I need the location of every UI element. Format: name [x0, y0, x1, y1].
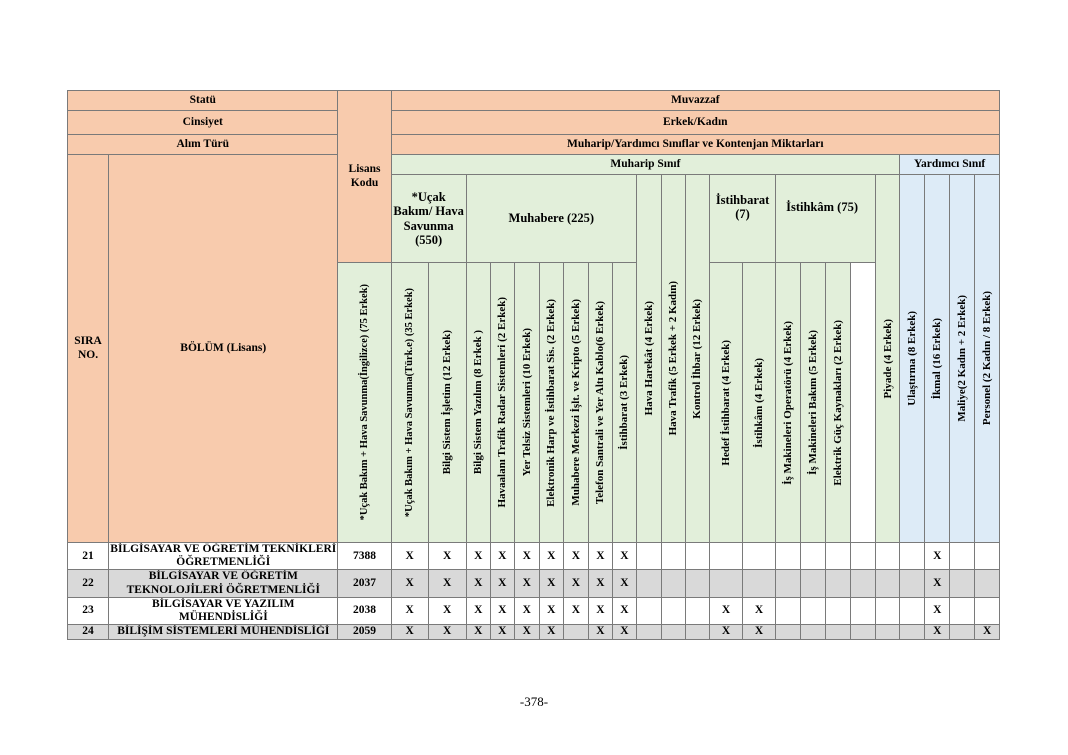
yardimci-sinif-header: Yardımcı Sınıf	[900, 155, 1000, 175]
row-quota-cell	[851, 597, 876, 624]
row-quota-cell	[776, 543, 801, 570]
row-quota-cell: X	[466, 597, 490, 624]
col-header-istihbarat: İstihbarat (3 Erkek)	[612, 263, 636, 543]
table-row	[68, 597, 1000, 624]
row-quota-cell: X	[975, 625, 1000, 639]
row-quota-cell	[636, 625, 661, 639]
row-quota-cell: X	[391, 570, 428, 597]
row-quota-cell: X	[710, 625, 743, 639]
row-quota-cell: X	[588, 543, 612, 570]
col-header-ikmal: İkmal (16 Erkek)	[925, 175, 950, 543]
row-quota-cell: X	[588, 597, 612, 624]
row-quota-cell: X	[588, 625, 612, 639]
row-quota-cell: X	[466, 570, 490, 597]
table-row	[68, 543, 1000, 570]
lisans-kodu-header: Lisans Kodu	[338, 91, 391, 263]
row-quota-cell	[826, 597, 851, 624]
statu-value: Muvazzaf	[391, 91, 999, 111]
row-quota-cell	[851, 570, 876, 597]
col-header-ucak-bakim-turkce: *Uçak Bakım + Hava Savunma(Türk.e) (35 Erkek)	[391, 263, 428, 543]
row-quota-cell: X	[490, 625, 514, 639]
row-quota-cell: X	[391, 543, 428, 570]
row-quota-cell	[710, 570, 743, 597]
row-quota-cell	[801, 570, 826, 597]
col-header-telefon-santrali: Telefon Santrali ve Yer Altı Kablo(6 Erkek)	[588, 263, 612, 543]
col-header-hedef-istihbarat: Hedef İstihbarat (4 Erkek)	[710, 263, 743, 543]
col-header-istihkam: İstihkâm (4 Erkek)	[743, 263, 776, 543]
row-quota-cell	[851, 625, 876, 639]
row-quota-cell: X	[612, 625, 636, 639]
row-quota-cell: X	[490, 570, 514, 597]
row-quota-cell	[900, 625, 925, 639]
row-quota-cell: X	[925, 570, 950, 597]
row-quota-cell: X	[743, 597, 776, 624]
row-quota-cell	[876, 625, 900, 639]
statu-label: Statü	[68, 91, 338, 111]
col-header-havaalani-trafik-radar: Havaalanı Trafik Radar Sistemleri (2 Erkek)	[490, 263, 514, 543]
cinsiyet-label: Cinsiyet	[68, 111, 338, 135]
muhabere-group-header: Muhabere (225)	[466, 175, 636, 263]
col-header-ulastirma: Ulaştırma (8 Erkek)	[900, 175, 925, 543]
col-header-muhabere-merkezi: Muhabere Merkezi İşlt. ve Kripto (5 Erkek)	[563, 263, 588, 543]
row-quota-cell: X	[743, 625, 776, 639]
alim-turu-value: Muharip/Yardımcı Sınıflar ve Kontenjan Miktarları	[391, 135, 999, 155]
row-quota-cell: X	[514, 625, 539, 639]
col-header-bilgi-sistem-isletim: Bilgi Sistem İşletim (12 Erkek)	[428, 263, 466, 543]
row-quota-cell	[685, 625, 709, 639]
row-quota-cell	[801, 543, 826, 570]
row-quota-cell	[975, 570, 1000, 597]
table-row	[68, 625, 1000, 639]
col-header-kontrol-ihbar: Kontrol İhbar (12 Erkek)	[685, 175, 709, 543]
row-quota-cell: X	[391, 597, 428, 624]
row-quota-cell: X	[925, 543, 950, 570]
col-header-maliye: Maliye(2 Kadın + 2 Erkek)	[950, 175, 975, 543]
page-number: -378-	[519, 694, 549, 709]
col-header-elektrik-guc: Elektrik Güç Kaynakları (2 Erkek)	[826, 263, 851, 543]
row-quota-cell: X	[539, 625, 563, 639]
row-quota-cell	[950, 625, 975, 639]
row-quota-cell	[876, 543, 900, 570]
col-header-ucak-bakim-ingilizce: *Uçak Bakım + Hava Savunma(İngilizce) (75 Erkek)	[338, 263, 391, 543]
row-quota-cell	[876, 570, 900, 597]
col-header-yer-telsiz: Yer Telsiz Sistemleri (10 Erkek)	[514, 263, 539, 543]
row-quota-cell	[743, 543, 776, 570]
row-quota-cell	[950, 570, 975, 597]
row-quota-cell	[661, 625, 685, 639]
row-quota-cell: X	[490, 597, 514, 624]
row-quota-cell	[950, 543, 975, 570]
row-quota-cell: X	[428, 543, 466, 570]
row-quota-cell	[710, 543, 743, 570]
row-quota-cell	[826, 543, 851, 570]
row-sira-no: 24	[68, 625, 109, 639]
col-header-bilgi-sistem-yazilim: Bilgi Sistem Yazılım (8 Erkek )	[466, 263, 490, 543]
row-lisans-kodu: 2038	[338, 597, 391, 624]
row-quota-cell	[900, 543, 925, 570]
row-quota-cell	[851, 543, 876, 570]
row-bolum-name: BİLGİSAYAR VE YAZILIM MÜHENDİSLİĞİ	[109, 597, 338, 624]
alim-turu-label: Alım Türü	[68, 135, 338, 155]
row-quota-cell	[776, 597, 801, 624]
quota-table	[67, 90, 1000, 640]
row-quota-cell	[661, 597, 685, 624]
row-quota-cell	[801, 597, 826, 624]
row-quota-cell: X	[466, 625, 490, 639]
istihkam-group-header: İstihkâm (75)	[776, 175, 876, 263]
row-quota-cell: X	[710, 597, 743, 624]
row-quota-cell	[826, 570, 851, 597]
row-quota-cell: X	[612, 543, 636, 570]
row-quota-cell: X	[539, 570, 563, 597]
table-row	[68, 570, 1000, 597]
row-quota-cell	[826, 625, 851, 639]
row-quota-cell: X	[539, 597, 563, 624]
col-header-personel: Personel (2 Kadın / 8 Erkek)	[975, 175, 1000, 543]
row-quota-cell: X	[612, 597, 636, 624]
row-quota-cell	[661, 570, 685, 597]
row-quota-cell: X	[428, 570, 466, 597]
row-quota-cell	[900, 597, 925, 624]
cinsiyet-value: Erkek/Kadın	[391, 111, 999, 135]
row-quota-cell	[636, 597, 661, 624]
row-lisans-kodu: 2037	[338, 570, 391, 597]
col-header-hava-harekat: Hava Harekât (4 Erkek)	[636, 175, 661, 543]
row-quota-cell: X	[490, 543, 514, 570]
row-quota-cell: X	[588, 570, 612, 597]
row-quota-cell: X	[428, 625, 466, 639]
row-quota-cell: X	[514, 597, 539, 624]
row-quota-cell: X	[514, 570, 539, 597]
row-sira-no: 21	[68, 543, 109, 570]
row-bolum-name: BİLGİSAYAR VE ÖĞRETİM TEKNİKLERİ ÖĞRETMENLİĞİ	[110, 543, 337, 569]
row-quota-cell	[661, 543, 685, 570]
sira-no-header: SIRA NO.	[68, 155, 109, 543]
row-quota-cell	[636, 570, 661, 597]
row-quota-cell	[801, 625, 826, 639]
row-quota-cell	[975, 597, 1000, 624]
row-quota-cell	[636, 543, 661, 570]
row-quota-cell	[900, 570, 925, 597]
row-quota-cell	[563, 625, 588, 639]
row-quota-cell: X	[563, 570, 588, 597]
muharip-sinif-header: Muharip Sınıf	[391, 155, 900, 175]
row-quota-cell: X	[925, 597, 950, 624]
row-sira-no: 22	[68, 570, 109, 597]
row-quota-cell: X	[539, 543, 563, 570]
row-quota-cell	[743, 570, 776, 597]
ucak-bakim-group-header: *Uçak Bakım/ Hava Savunma (550)	[391, 175, 466, 263]
col-header-elektronik-harp: Elektronik Harp ve İstihbarat Sis. (2 Erkek)	[539, 263, 563, 543]
row-bolum-name: BİLGİSAYAR VE ÖĞRETİM TEKNOLOJİLERİ ÖĞRETMENLİĞİ	[109, 570, 338, 597]
row-lisans-kodu: 7388	[338, 543, 391, 570]
row-quota-cell	[876, 597, 900, 624]
row-quota-cell	[776, 570, 801, 597]
row-quota-cell: X	[925, 625, 950, 639]
row-quota-cell: X	[514, 543, 539, 570]
col-header-is-makineleri-operatoru: İş Makineleri Operatörü (4 Erkek)	[776, 263, 801, 543]
row-quota-cell: X	[563, 597, 588, 624]
row-quota-cell: X	[466, 543, 490, 570]
row-quota-cell: X	[391, 625, 428, 639]
row-quota-cell	[685, 543, 709, 570]
row-quota-cell: X	[563, 543, 588, 570]
col-header-hava-trafik: Hava Trafik (5 Erkek + 2 Kadın)	[661, 175, 685, 543]
istihbarat-group-header: İstihbarat (7)	[710, 175, 776, 263]
row-quota-cell	[776, 625, 801, 639]
bolum-header: BÖLÜM (Lisans)	[109, 155, 338, 543]
row-quota-cell: X	[612, 570, 636, 597]
row-quota-cell	[685, 597, 709, 624]
row-quota-cell	[975, 543, 1000, 570]
row-quota-cell	[950, 597, 975, 624]
row-quota-cell: X	[428, 597, 466, 624]
col-header-is-makineleri-bakim: İş Makineleri Bakım (5 Erkek)	[801, 263, 826, 543]
row-lisans-kodu: 2059	[338, 625, 391, 639]
row-sira-no: 23	[68, 597, 109, 624]
row-quota-cell	[685, 570, 709, 597]
row-bolum-name: BİLİŞİM SİSTEMLERİ MÜHENDİSLİĞİ	[109, 625, 338, 639]
col-header-piyade: Piyade (4 Erkek)	[876, 175, 900, 543]
